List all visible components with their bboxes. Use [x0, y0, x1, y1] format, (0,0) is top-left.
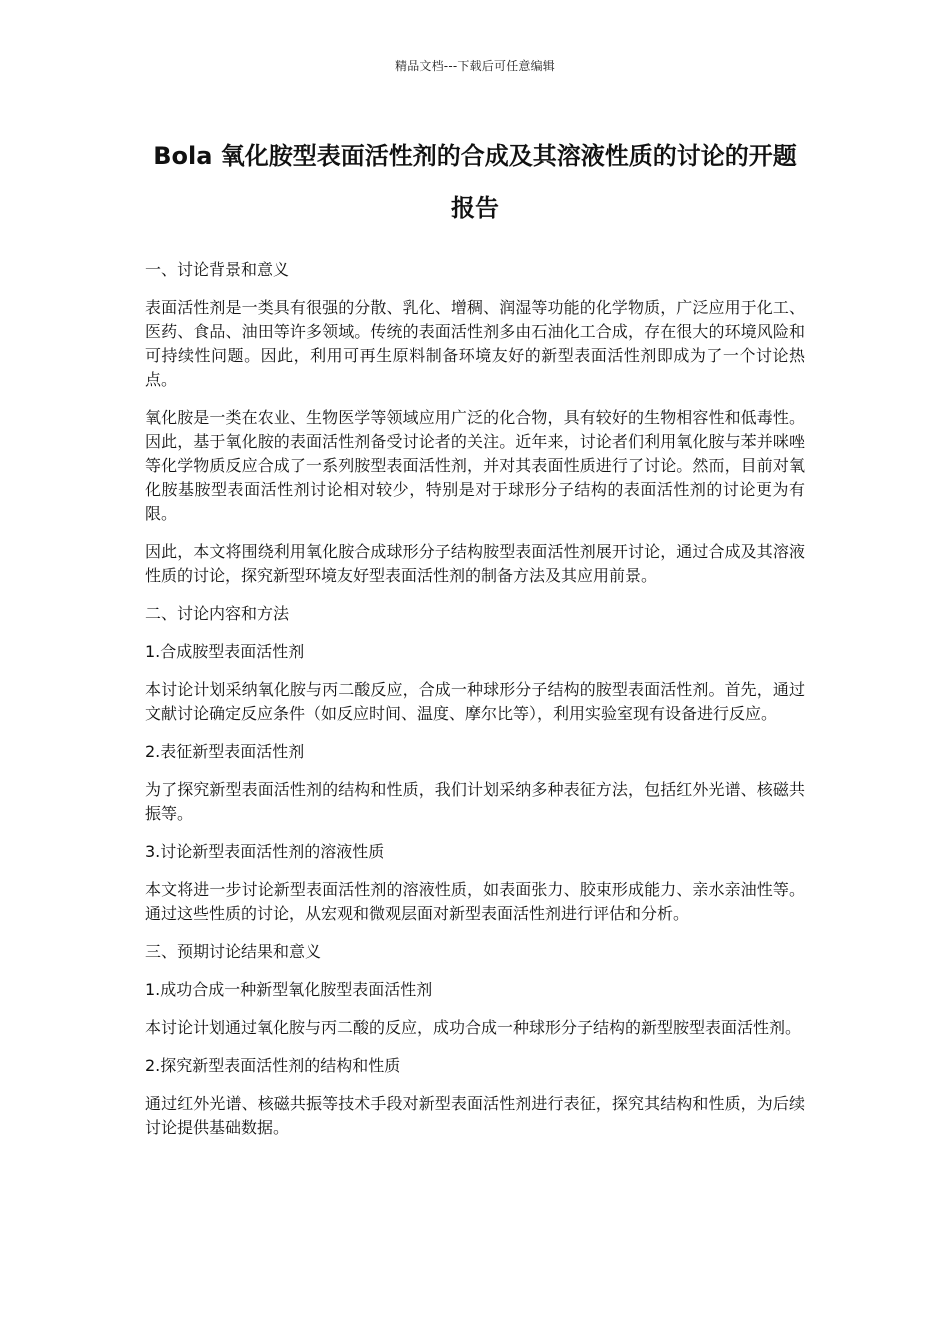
paragraph: 因此，本文将围绕利用氧化胺合成球形分子结构胺型表面活性剂展开讨论，通过合成及其溶液性质的讨论，探究新型环境友好型表面活性剂的制备方法及其应用前景。: [145, 542, 805, 585]
paragraph: 通过红外光谱、核磁共振等技术手段对新型表面活性剂进行表征，探究其结构和性质，为后续讨论提供基础数据。: [145, 1094, 805, 1137]
paragraph: 为了探究新型表面活性剂的结构和性质，我们计划采纳多种表征方法，包括红外光谱、核磁共振等。: [145, 780, 805, 823]
subsection-heading: 2.表征新型表面活性剂: [145, 742, 305, 761]
subsection-heading: 3.讨论新型表面活性剂的溶液性质: [145, 842, 385, 861]
subsection-heading: 1.成功合成一种新型氧化胺型表面活性剂: [145, 980, 433, 999]
paragraph: 本讨论计划采纳氧化胺与丙二酸反应，合成一种球形分子结构的胺型表面活性剂。首先，通过文献讨论确定反应条件（如反应时间、温度、摩尔比等），利用实验室现有设备进行反应。: [145, 680, 805, 723]
section-heading-content-method: 二、讨论内容和方法: [145, 604, 290, 623]
paragraph: 本文将进一步讨论新型表面活性剂的溶液性质，如表面张力、胶束形成能力、亲水亲油性等。通过这些性质的讨论，从宏观和微观层面对新型表面活性剂进行评估和分析。: [145, 880, 805, 923]
subsection-heading: 1.合成胺型表面活性剂: [145, 642, 305, 661]
subsection-heading: 2.探究新型表面活性剂的结构和性质: [145, 1056, 401, 1075]
document-body: [145, 258, 805, 1154]
paragraph: 本讨论计划通过氧化胺与丙二酸的反应，成功合成一种球形分子结构的新型胺型表面活性剂。: [145, 1018, 802, 1037]
header-note: 精品文档---下载后可任意编辑: [395, 59, 555, 73]
section-heading-background: 一、讨论背景和意义: [145, 260, 290, 279]
section-heading-expected-results: 三、预期讨论结果和意义: [145, 942, 322, 961]
paragraph: 氧化胺是一类在农业、生物医学等领域应用广泛的化合物，具有较好的生物相容性和低毒性。因此，基于氧化胺的表面活性剂备受讨论者的关注。近年来，讨论者们利用氧化胺与苯并咪唑等化学物质反应合成了一系列胺型表面活性剂，并对其表面性质进行了讨论。然而，目前对氧化胺基胺型表面活性剂讨论相对较少，特别是对于球形分子结构的表面活性剂的讨论更为有限。: [145, 408, 805, 523]
document-title: Bola 氧化胺型表面活性剂的合成及其溶液性质的讨论的开题报告: [153, 142, 797, 222]
paragraph: 表面活性剂是一类具有很强的分散、乳化、增稠、润湿等功能的化学物质，广泛应用于化工、医药、食品、油田等许多领域。传统的表面活性剂多由石油化工合成，存在很大的环境风险和可持续性问题。因此，利用可再生原料制备环境友好的新型表面活性剂即成为了一个讨论热点。: [145, 298, 805, 389]
